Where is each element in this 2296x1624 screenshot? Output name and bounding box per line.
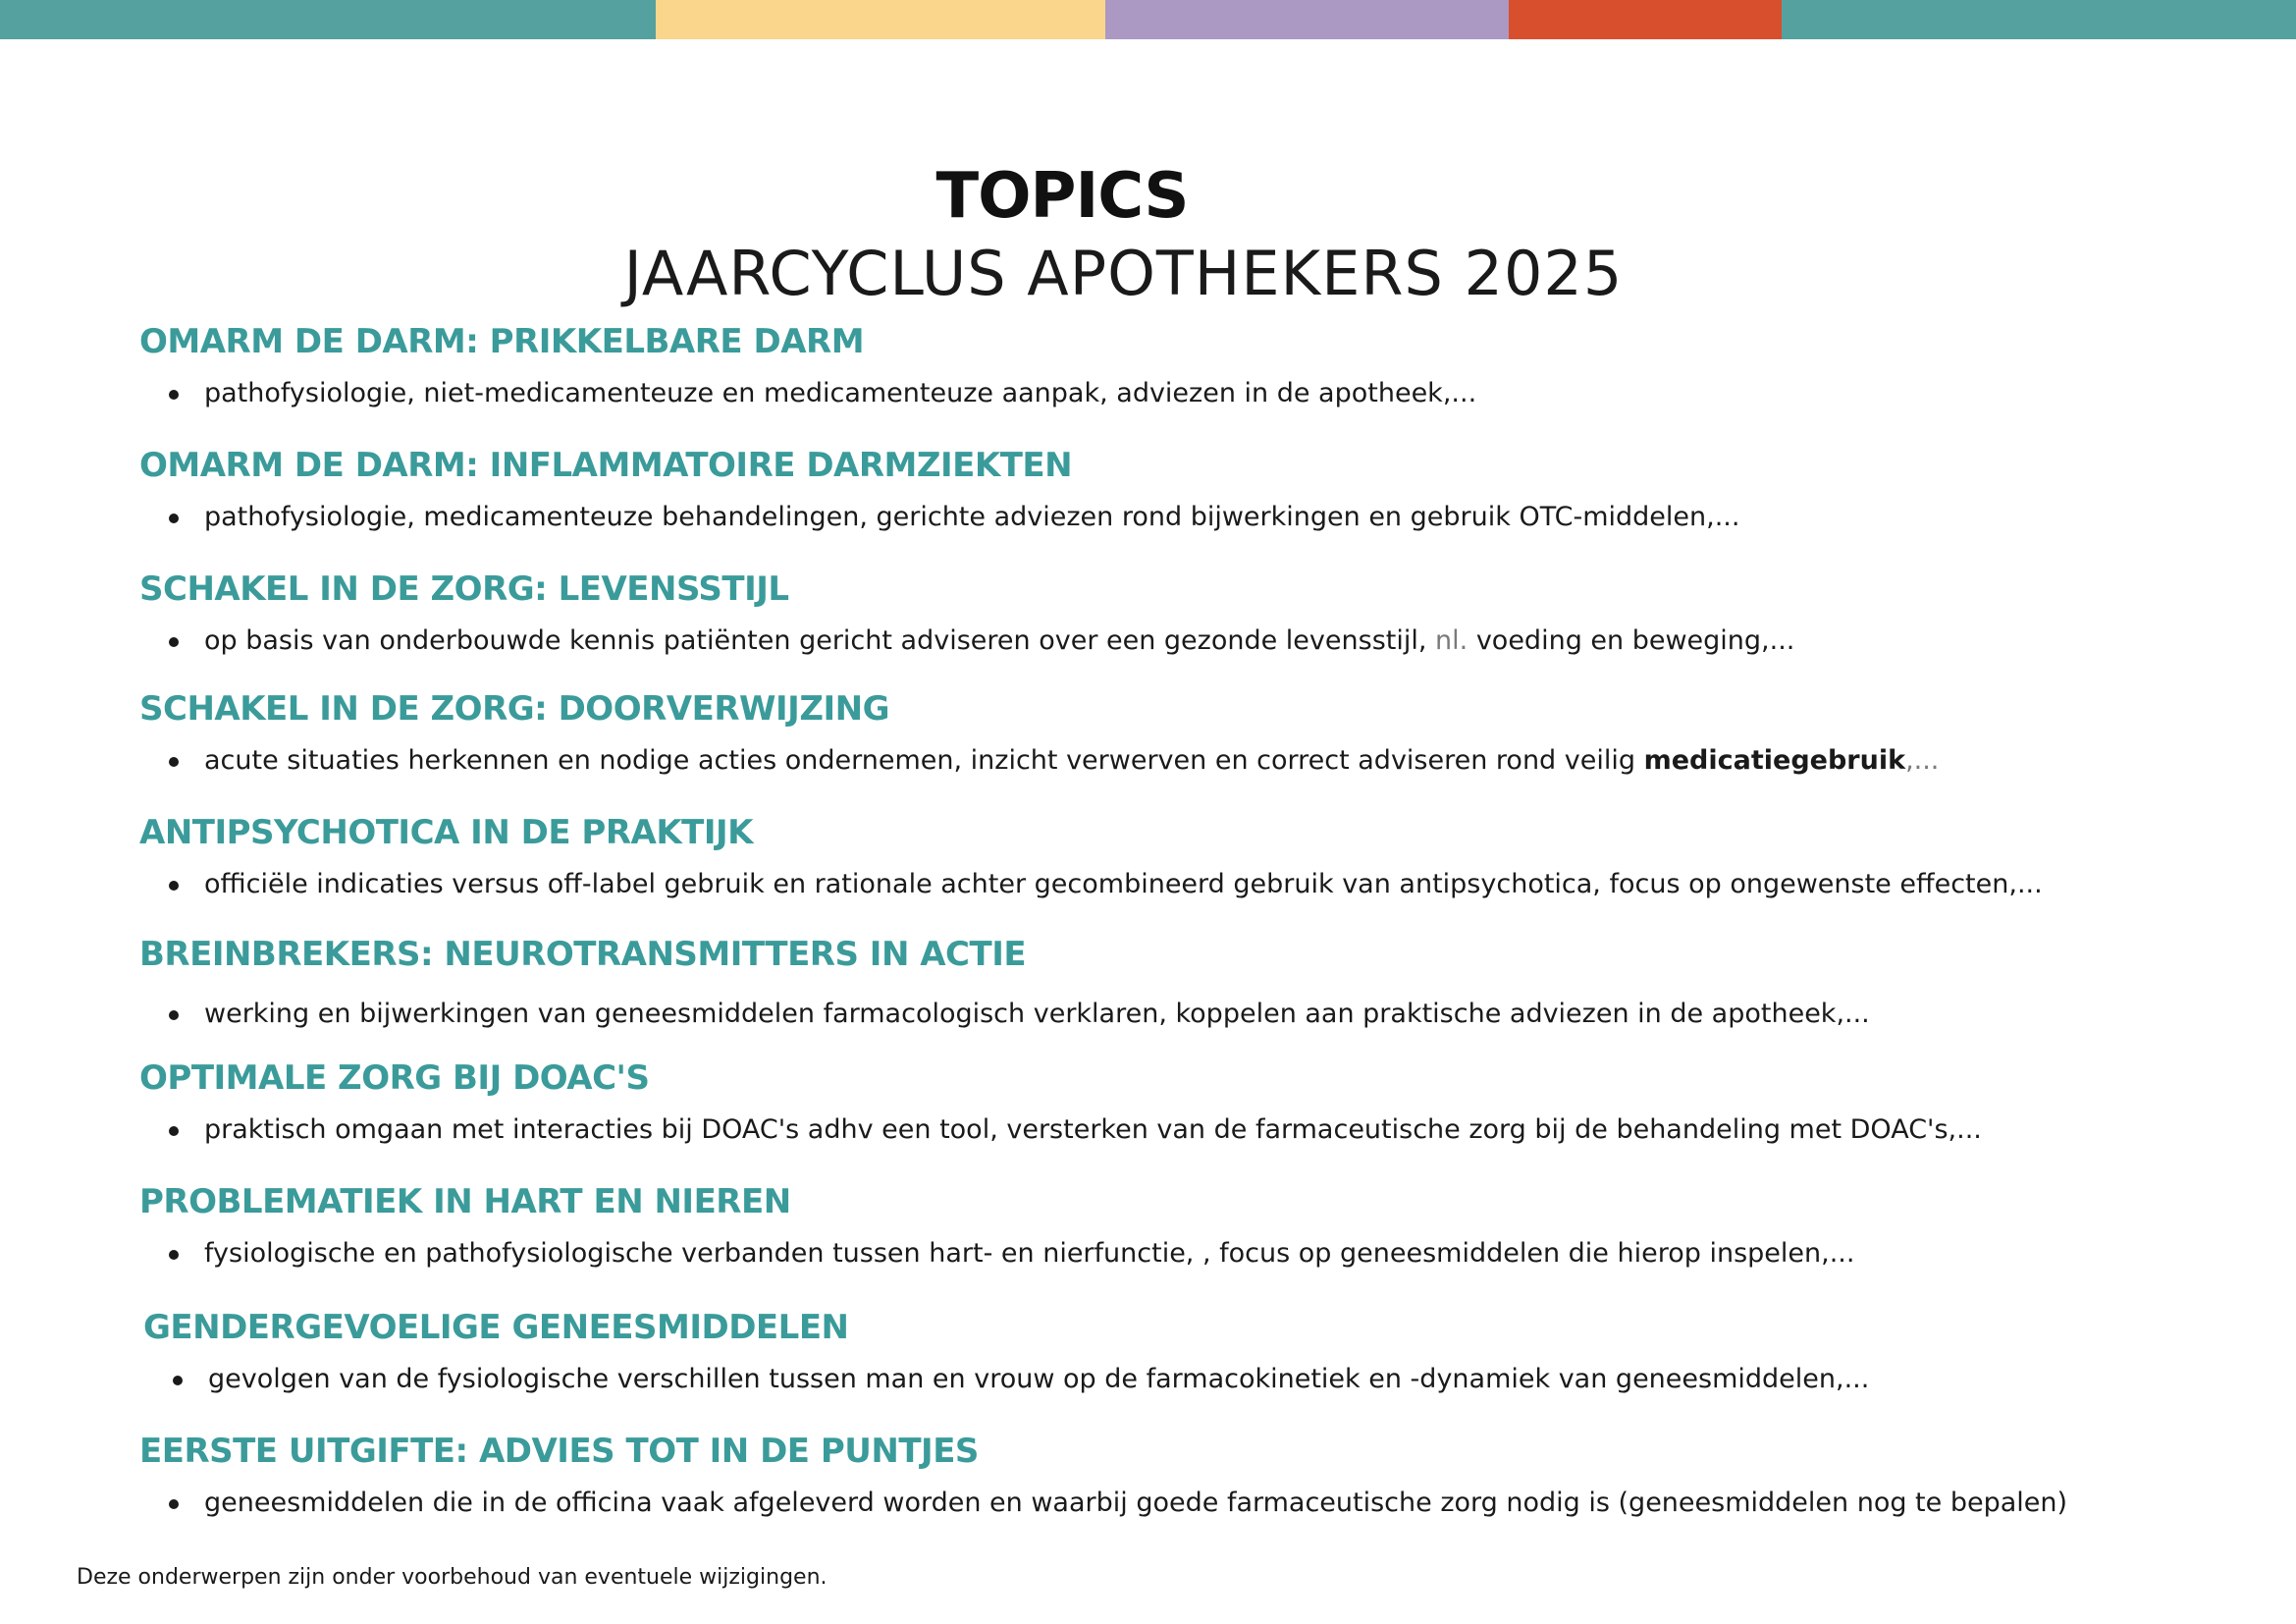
topic-heading: ANTIPSYCHOTICA IN DE PRAKTIJK	[139, 813, 754, 852]
topic-bullet	[143, 1361, 2205, 1398]
topic-bullet-text: fysiologische en pathofysiologische verbanden tussen hart- en nierfunctie, , focus op geneesmiddelen die hierop inspelen,...	[204, 1238, 1855, 1269]
color-band-segment-teal-end	[1782, 0, 2296, 39]
topic-bullet-text: praktisch omgaan met interacties bij DOAC's adhv een tool, versterken van de farmaceutische zorg bij de behandeling met DOAC's,...	[204, 1114, 1982, 1145]
topic-bullet-text: pathofysiologie, medicamenteuze behandelingen, gerichte adviezen rond bijwerkingen en gebruik OTC-middelen,...	[204, 502, 1740, 532]
topic-heading: OMARM DE DARM: PRIKKELBARE DARM	[139, 322, 865, 361]
bullet-dot-icon	[169, 757, 179, 767]
topic-item	[139, 687, 2201, 780]
bullet-dot-icon	[169, 1126, 179, 1136]
color-band-segment-teal	[0, 0, 656, 39]
bullet-dot-icon	[169, 881, 179, 891]
topic-bullet	[139, 866, 2201, 903]
bullet-dot-icon	[173, 1376, 183, 1385]
topic-item	[143, 1306, 2205, 1398]
topic-bullet	[139, 1111, 2201, 1149]
topic-bullet-text: acute situaties herkennen en nodige acties ondernemen, inzicht verwerven en correct adviseren rond veilig	[204, 745, 1636, 776]
color-band	[0, 0, 2296, 39]
topic-bullet-text-muted: nl.	[1435, 625, 1468, 656]
topic-bullet-text: geneesmiddelen die in de officina vaak afgeleverd worden en waarbij goede farmaceutische zorg nodig is (geneesmiddelen nog te bepalen)	[204, 1488, 2068, 1518]
topic-bullet	[139, 623, 2201, 660]
topic-item	[139, 568, 2201, 660]
topic-heading: BREINBREKERS: NEUROTRANSMITTERS IN ACTIE	[139, 935, 1027, 974]
topic-bullet	[139, 996, 2201, 1033]
topic-item	[139, 1180, 2201, 1272]
color-band-segment-yellow	[656, 0, 1105, 39]
topic-heading: PROBLEMATIEK IN HART EN NIEREN	[139, 1182, 791, 1221]
topic-bullet-text-end: ,...	[1905, 745, 1940, 776]
topic-bullet-text-strong: medicatiegebruik	[1643, 745, 1906, 776]
topic-bullet-text: officiële indicaties versus off-label gebruik en rationale achter gecombineerd gebruik van antipsychotica, focus op ongewenste effecten,...	[204, 869, 2043, 899]
topic-item	[139, 320, 2201, 412]
topic-bullet-text: gevolgen van de fysiologische verschillen tussen man en vrouw op de farmacokinetiek en -dynamiek van geneesmiddelen,...	[208, 1364, 1870, 1394]
topic-item	[139, 933, 2201, 1033]
topic-heading: OMARM DE DARM: INFLAMMATOIRE DARMZIEKTEN	[139, 446, 1073, 485]
topic-item	[139, 1430, 2201, 1522]
topic-bullet-text-end: voeding en beweging,...	[1475, 625, 1795, 656]
topic-item	[139, 1056, 2201, 1149]
bullet-dot-icon	[169, 514, 179, 523]
footnote: Deze onderwerpen zijn onder voorbehoud van eventuele wijzigingen.	[77, 1565, 828, 1590]
topic-bullet-text: werking en bijwerkingen van geneesmiddelen farmacologisch verklaren, koppelen aan praktische adviezen in de apotheek,...	[204, 999, 1870, 1029]
topic-bullet	[139, 375, 2201, 412]
bullet-dot-icon	[169, 1499, 179, 1509]
color-band-segment-orange	[1509, 0, 1782, 39]
topic-item	[139, 811, 2201, 903]
topic-bullet-text: pathofysiologie, niet-medicamenteuze en medicamenteuze aanpak, adviezen in de apotheek,...	[204, 378, 1477, 408]
bullet-dot-icon	[169, 1250, 179, 1260]
topic-bullet	[139, 1235, 2201, 1272]
topic-bullet	[139, 742, 2201, 780]
topic-item	[139, 444, 2201, 536]
topic-heading: EERSTE UITGIFTE: ADVIES TOT IN DE PUNTJES	[139, 1432, 979, 1471]
topic-heading: SCHAKEL IN DE ZORG: LEVENSSTIJL	[139, 569, 789, 609]
bullet-dot-icon	[169, 637, 179, 647]
bullet-dot-icon	[169, 390, 179, 400]
topic-bullet-text: op basis van onderbouwde kennis patiënten gericht adviseren over een gezonde levensstijl,	[204, 625, 1427, 656]
topic-heading: OPTIMALE ZORG BIJ DOAC'S	[139, 1058, 650, 1098]
bullet-dot-icon	[169, 1010, 179, 1020]
page-subtitle: JAARCYCLUS APOTHEKERS 2025	[623, 238, 1624, 309]
topic-heading: SCHAKEL IN DE ZORG: DOORVERWIJZING	[139, 689, 889, 729]
topic-bullet	[139, 1485, 2201, 1522]
topic-bullet	[139, 499, 2201, 536]
page-title: TOPICS	[935, 160, 1189, 233]
page-title-block	[0, 157, 2296, 312]
topic-heading: GENDERGEVOELIGE GENEESMIDDELEN	[143, 1308, 849, 1347]
color-band-segment-purple	[1105, 0, 1509, 39]
